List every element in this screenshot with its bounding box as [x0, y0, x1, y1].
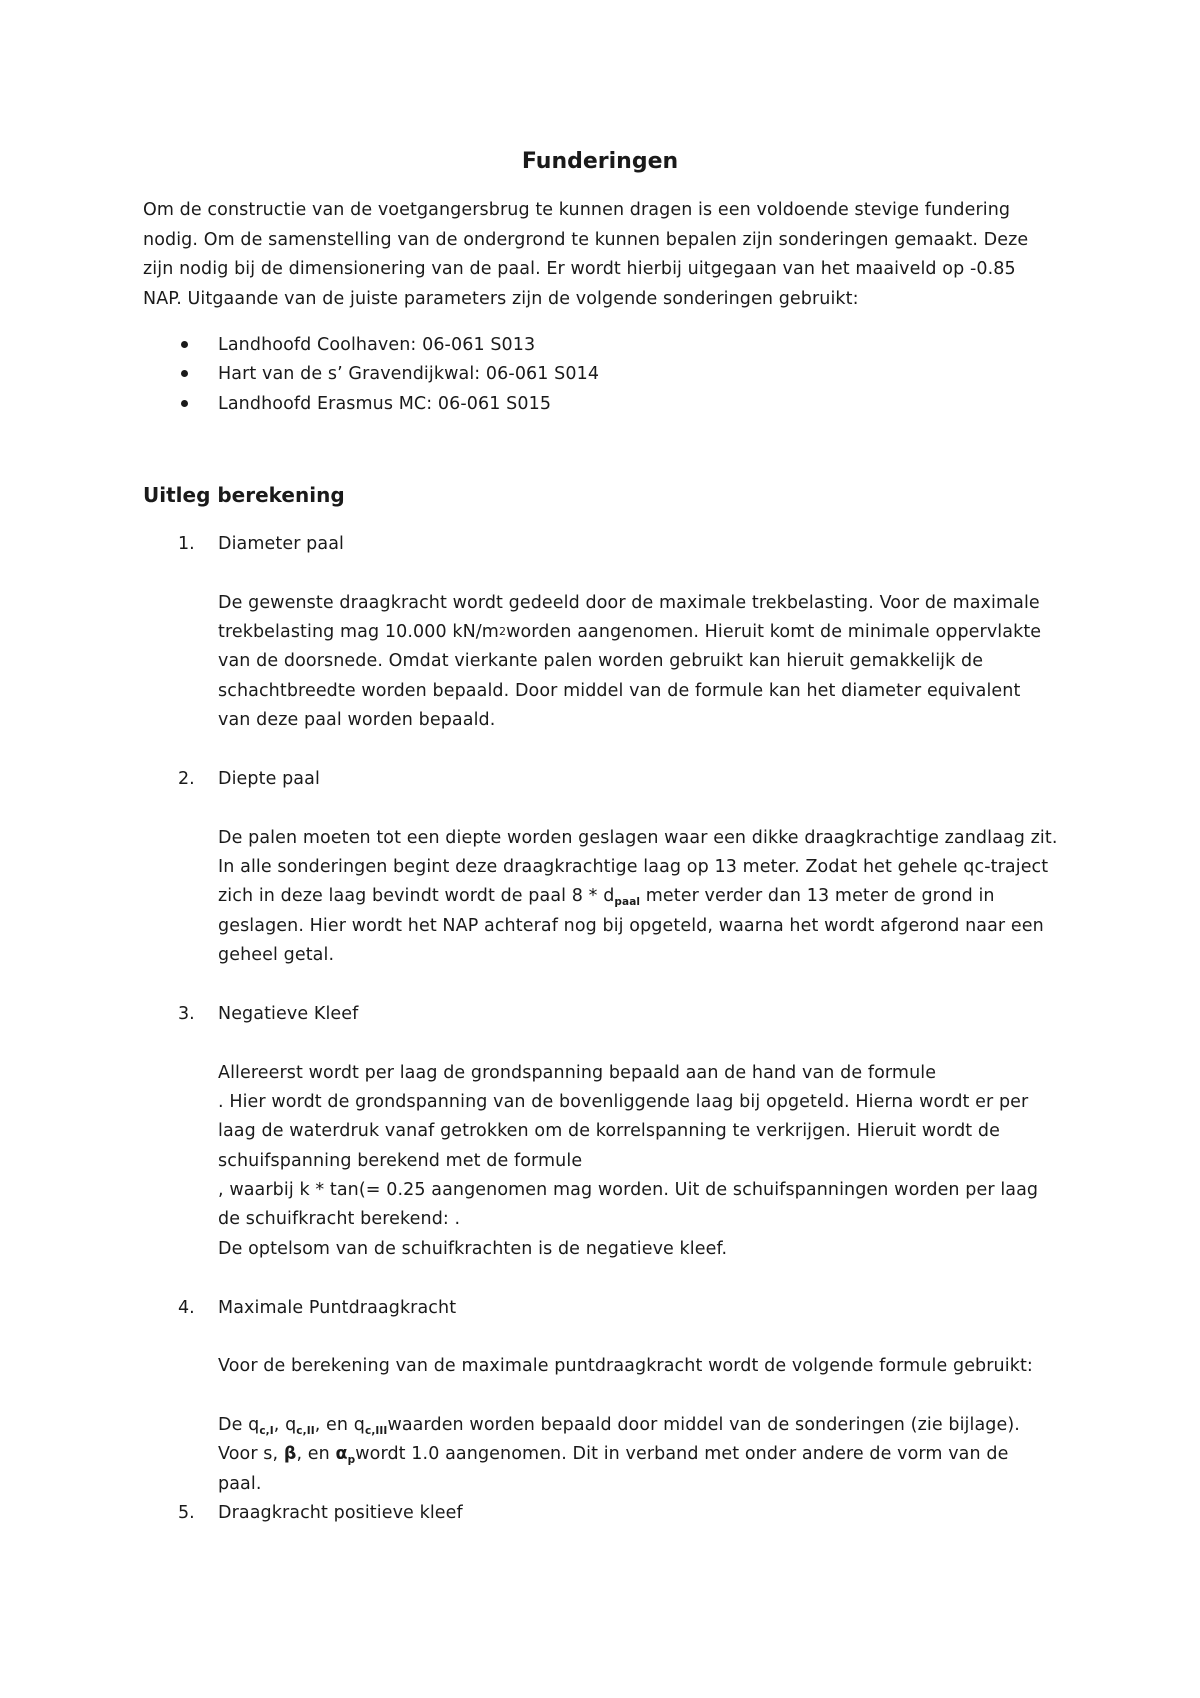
bullet-item: Hart van de s’ Gravendijkwal: 06-061 S014	[218, 364, 600, 384]
item-text: paal.	[218, 1474, 262, 1494]
item-text	[218, 621, 1041, 643]
intro-line: zijn nodig bij de dimensionering van de paal. Er wordt hierbij uitgegaan van het maaiveld op -0.85	[143, 259, 1016, 279]
text-segment: trekbelasting mag 10.000 kN/m	[218, 622, 499, 642]
text-segment: Voor s,	[218, 1444, 284, 1464]
item-text	[218, 885, 995, 909]
item-text: De palen moeten tot een diepte worden geslagen waar een dikke draagkrachtige zandlaag zit.	[218, 828, 1058, 848]
item-text	[218, 1414, 1020, 1438]
item-text: geslagen. Hier wordt het NAP achteraf nog bij opgeteld, waarna het wordt afgerond naar een	[218, 916, 1044, 936]
item-text: Voor de berekening van de maximale puntdraagkracht wordt de volgende formule gebruikt:	[218, 1356, 1033, 1376]
text-segment: wordt 1.0 aangenomen. Dit in verband met onder andere de vorm van de	[355, 1444, 1009, 1464]
bullet-dot	[181, 370, 188, 377]
subscript: c,III	[365, 1425, 388, 1437]
page-title: Funderingen	[521, 149, 679, 174]
item-number: 3.	[178, 1004, 195, 1024]
item-text: , waarbij k * tan(= 0.25 aangenomen mag worden. Uit de schuifspanningen worden per laag	[218, 1180, 1039, 1200]
superscript: 2	[498, 625, 507, 638]
text-segment: zich in deze laag bevindt wordt de paal 8 * d	[218, 886, 615, 906]
item-text: De optelsom van de schuifkrachten is de negatieve kleef.	[218, 1239, 728, 1259]
item-heading: Diepte paal	[218, 769, 320, 789]
bullet-dot	[181, 400, 188, 407]
intro-line: nodig. Om de samenstelling van de ondergrond te kunnen bepalen zijn sonderingen gemaakt. Deze	[143, 230, 1029, 250]
item-heading: Draagkracht positieve kleef	[218, 1503, 463, 1523]
bullet-dot	[181, 341, 188, 348]
item-text: . Hier wordt de grondspanning van de bovenliggende laag bij opgeteld. Hierna wordt er per	[218, 1092, 1029, 1112]
intro-line: Om de constructie van de voetgangersbrug te kunnen dragen is een voldoende stevige fundering	[143, 200, 1011, 220]
text-segment: , en q	[314, 1415, 365, 1435]
text-segment: waarden worden bepaald door middel van de sonderingen (zie bijlage).	[387, 1415, 1020, 1435]
item-text: De gewenste draagkracht wordt gedeeld door de maximale trekbelasting. Voor de maximale	[218, 593, 1040, 613]
item-text: van de doorsnede. Omdat vierkante palen worden gebruikt kan hieruit gemakkelijk de	[218, 651, 984, 671]
item-text: In alle sonderingen begint deze draagkrachtige laag op 13 meter. Zodat het gehele qc-traject	[218, 857, 1049, 877]
item-heading: Diameter paal	[218, 534, 344, 554]
item-text	[218, 1443, 1008, 1467]
subscript: c,I	[259, 1425, 274, 1437]
bullet-item: Landhoofd Erasmus MC: 06-061 S015	[218, 394, 552, 414]
item-text: van deze paal worden bepaald.	[218, 710, 496, 730]
text-segment: De q	[218, 1415, 260, 1435]
item-text: de schuifkracht berekend: .	[218, 1209, 461, 1229]
item-number: 2.	[178, 769, 195, 789]
greek-symbol: β	[283, 1444, 297, 1464]
subscript: c,II	[296, 1425, 315, 1437]
item-heading: Maximale Puntdraagkracht	[218, 1298, 457, 1318]
item-number: 4.	[178, 1298, 195, 1318]
greek-symbol: α	[335, 1444, 348, 1464]
section-heading: Uitleg berekening	[143, 483, 345, 507]
subscript: p	[347, 1454, 356, 1466]
subscript: paal	[614, 896, 641, 908]
item-text: geheel getal.	[218, 945, 335, 965]
item-text: schuifspanning berekend met de formule	[218, 1151, 583, 1171]
item-text: laag de waterdruk vanaf getrokken om de korrelspanning te verkrijgen. Hieruit wordt de	[218, 1121, 1000, 1141]
item-text: Allereerst wordt per laag de grondspanning bepaald aan de hand van de formule	[218, 1063, 937, 1083]
item-number: 5.	[178, 1503, 195, 1523]
text-segment: , q	[273, 1415, 297, 1435]
item-text: schachtbreedte worden bepaald. Door middel van de formule kan het diameter equivalent	[218, 681, 1021, 701]
item-heading: Negatieve Kleef	[218, 1004, 359, 1024]
intro-line: NAP. Uitgaande van de juiste parameters zijn de volgende sonderingen gebruikt:	[143, 289, 859, 309]
text-segment: meter verder dan 13 meter de grond in	[640, 886, 995, 906]
text-segment: worden aangenomen. Hieruit komt de minimale oppervlakte	[506, 622, 1042, 642]
text-segment: , en	[296, 1444, 336, 1464]
bullet-item: Landhoofd Coolhaven: 06-061 S013	[218, 335, 536, 355]
item-number: 1.	[178, 534, 195, 554]
